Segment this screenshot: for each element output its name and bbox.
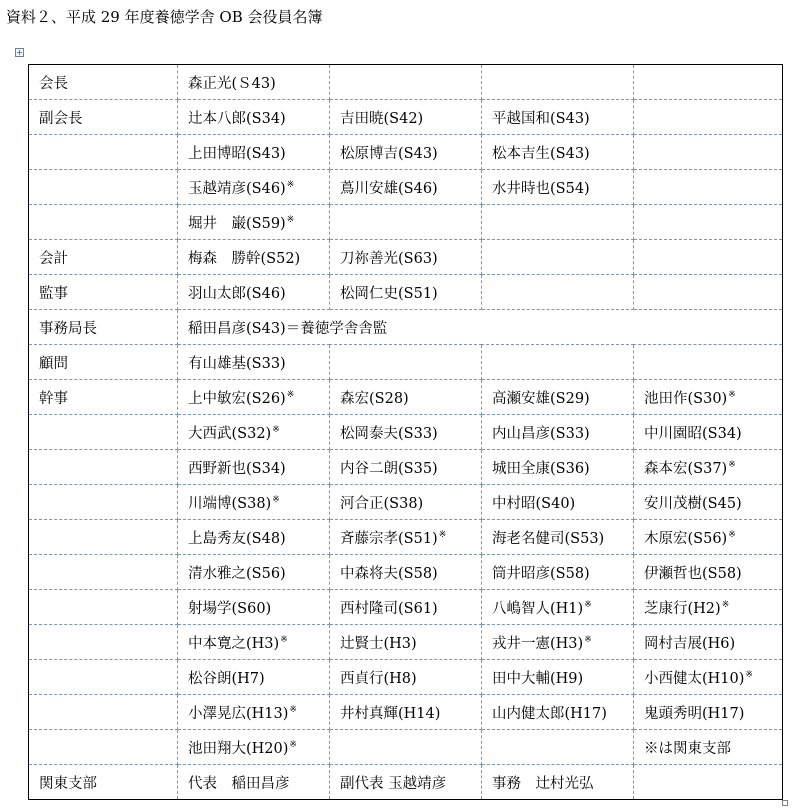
name-cell: [330, 380, 482, 415]
kanto-branch-mark: ※: [280, 634, 288, 645]
role-cell: [29, 450, 178, 485]
name-cell: [634, 170, 783, 205]
name-cell: [330, 520, 482, 555]
table-row: [29, 590, 783, 625]
table-row: [29, 100, 783, 135]
member-name: 刀祢善光(S63): [340, 250, 438, 267]
name-cell: [178, 380, 330, 415]
name-cell: [482, 695, 634, 730]
name-cell: [178, 345, 330, 380]
name-cell: [634, 590, 783, 625]
name-cell: [634, 765, 783, 800]
name-cell: [178, 625, 330, 660]
name-cell: [482, 65, 634, 100]
kanto-branch-mark: ※: [728, 529, 736, 540]
member-name: 上島秀友(S48): [188, 530, 286, 547]
member-name: 射場学(S60): [188, 600, 272, 617]
table-row: [29, 170, 783, 205]
member-name: 安川茂樹(S45): [644, 495, 742, 512]
member-name: 戎井一憲(H3): [492, 635, 584, 652]
role-cell: [29, 695, 178, 730]
name-cell: [330, 345, 482, 380]
table-row: [29, 765, 783, 800]
name-cell: [634, 65, 783, 100]
role-cell: 副会長: [29, 100, 178, 135]
kanto-branch-mark: ※: [289, 739, 297, 750]
role-cell: 会長: [29, 65, 178, 100]
name-cell: [482, 240, 634, 275]
role-cell: [29, 590, 178, 625]
name-cell: 稲田昌彦(S43)＝養徳学舎舎監: [178, 310, 783, 345]
table-resize-handle[interactable]: [782, 800, 788, 806]
table-row: [29, 730, 783, 765]
table-row: [29, 415, 783, 450]
member-name: 松岡泰夫(S33): [340, 425, 438, 442]
name-cell: [330, 275, 482, 310]
name-cell: [634, 730, 783, 765]
name-cell: [634, 520, 783, 555]
member-name: 岡村吉展(H6): [644, 635, 736, 652]
kanto-branch-mark: ※: [286, 389, 295, 400]
member-name: 西村隆司(S61): [340, 600, 438, 617]
name-cell: [178, 135, 330, 170]
member-name: 筒井昭彦(S58): [492, 565, 590, 582]
member-name: 井村真輝(H14): [340, 705, 441, 722]
name-cell: [178, 730, 330, 765]
table-move-handle-icon[interactable]: [15, 48, 24, 57]
name-cell: [634, 450, 783, 485]
member-name: 田中大輔(H9): [492, 670, 584, 687]
table-row: [29, 485, 783, 520]
role-cell: [29, 660, 178, 695]
roster-body: [29, 65, 783, 800]
member-name: 池田作(S30): [644, 390, 728, 407]
name-cell: [634, 205, 783, 240]
kanto-branch-mark: ※: [584, 634, 592, 645]
name-cell: [330, 660, 482, 695]
member-name: 玉越靖彦(S46): [188, 180, 286, 197]
role-cell: 幹事: [29, 380, 178, 415]
name-cell: [482, 345, 634, 380]
name-cell: [330, 450, 482, 485]
table-row: [29, 695, 783, 730]
name-cell: [330, 100, 482, 135]
member-name: 副代表 玉越靖彦: [340, 775, 447, 792]
role-cell: 関東支部: [29, 765, 178, 800]
name-cell: [482, 625, 634, 660]
name-cell: [482, 485, 634, 520]
name-cell: [634, 135, 783, 170]
role-cell: [29, 625, 178, 660]
name-cell: [634, 485, 783, 520]
kanto-branch-mark: ※: [584, 599, 592, 610]
table-row: [29, 380, 783, 415]
member-name: 内谷二朗(S35): [340, 460, 438, 477]
member-name: 川端博(S38): [188, 495, 272, 512]
member-name: ※は関東支部: [644, 740, 731, 757]
member-name: 高瀬安雄(S29): [492, 390, 590, 407]
table-row: [29, 65, 783, 100]
role-cell: 事務局長: [29, 310, 178, 345]
kanto-branch-mark: ※: [286, 214, 295, 225]
member-name: 羽山太郎(S46): [188, 285, 286, 302]
name-cell: [178, 590, 330, 625]
member-name: 中村昭(S40): [492, 495, 576, 512]
name-cell: [634, 695, 783, 730]
member-name: 辻本八郎(S34): [188, 110, 286, 127]
name-cell: [330, 695, 482, 730]
role-cell: 顧問: [29, 345, 178, 380]
name-cell: [330, 415, 482, 450]
table-row: [29, 310, 783, 345]
name-cell: [330, 730, 482, 765]
name-cell: [482, 275, 634, 310]
member-name: 有山雄基(S33): [188, 355, 286, 372]
role-cell: [29, 205, 178, 240]
member-name: 梅森 勝幹(S52): [188, 250, 301, 267]
name-cell: [330, 240, 482, 275]
member-name: 鬼頭秀明(H17): [644, 705, 745, 722]
member-name: 松谷朗(H7): [188, 670, 265, 687]
member-name: 森本宏(S37): [644, 460, 728, 477]
role-cell: [29, 485, 178, 520]
name-cell: [330, 590, 482, 625]
kanto-branch-mark: ※: [438, 529, 447, 540]
member-name: 山内健太郎(H17): [492, 705, 607, 722]
name-cell: [178, 450, 330, 485]
name-cell: [482, 135, 634, 170]
table-row: [29, 555, 783, 590]
name-cell: [178, 520, 330, 555]
member-name: 木原宏(S56): [644, 530, 728, 547]
role-cell: [29, 415, 178, 450]
member-name: 上田博昭(S43): [188, 145, 286, 162]
name-cell: [178, 415, 330, 450]
table-row: [29, 135, 783, 170]
kanto-branch-mark: ※: [728, 459, 736, 470]
name-cell: [634, 660, 783, 695]
name-cell: [482, 660, 634, 695]
name-cell: [634, 240, 783, 275]
name-cell: [482, 730, 634, 765]
role-cell: 会計: [29, 240, 178, 275]
name-cell: [482, 170, 634, 205]
member-name: 森宏(S28): [340, 390, 409, 407]
name-cell: [482, 520, 634, 555]
name-cell: [634, 380, 783, 415]
name-cell: [482, 765, 634, 800]
table-row: [29, 205, 783, 240]
name-cell: [178, 660, 330, 695]
member-name: 中森将夫(S58): [340, 565, 438, 582]
role-cell: [29, 135, 178, 170]
name-cell: [330, 485, 482, 520]
member-name: 上中敏宏(S26): [188, 390, 286, 407]
name-cell: [178, 100, 330, 135]
table-row: [29, 660, 783, 695]
member-name: 吉田暁(S42): [340, 110, 424, 127]
table-row: [29, 625, 783, 660]
member-name: 辻賢士(H3): [340, 635, 417, 652]
name-cell: [634, 555, 783, 590]
member-name: 小西健太(H10): [644, 670, 745, 687]
member-name: 芝康行(H2): [644, 600, 721, 617]
name-cell: [178, 170, 330, 205]
name-cell: [482, 415, 634, 450]
member-name: 河合正(S38): [340, 495, 424, 512]
name-cell: [330, 170, 482, 205]
member-name: 内山昌彦(S33): [492, 425, 590, 442]
name-cell: [482, 380, 634, 415]
member-name: 松岡仁史(S51): [340, 285, 438, 302]
member-name: 八嶋智人(H1): [492, 600, 584, 617]
name-cell: [178, 765, 330, 800]
member-name: 水井時也(S54): [492, 180, 590, 197]
name-cell: [178, 65, 330, 100]
name-cell: [330, 765, 482, 800]
name-cell: [634, 100, 783, 135]
name-cell: [178, 555, 330, 590]
member-name: 事務 辻村光弘: [492, 775, 594, 792]
table-row: [29, 520, 783, 555]
name-cell: [178, 240, 330, 275]
table-row: [29, 275, 783, 310]
name-cell: [330, 555, 482, 590]
name-cell: [634, 625, 783, 660]
name-cell: [178, 275, 330, 310]
table-row: [29, 450, 783, 485]
table-row: [29, 345, 783, 380]
member-name: 平越国和(S43): [492, 110, 590, 127]
name-cell: [178, 485, 330, 520]
name-cell: [178, 205, 330, 240]
member-name: 斉藤宗孝(S51): [340, 530, 438, 547]
name-cell: [330, 625, 482, 660]
member-name: 西野新也(S34): [188, 460, 286, 477]
member-name: 清水雅之(S56): [188, 565, 286, 582]
name-cell: [330, 135, 482, 170]
kanto-branch-mark: ※: [721, 599, 730, 610]
member-name: 池田翔大(H20): [188, 740, 289, 757]
member-name: 小澤晃広(H13): [188, 705, 289, 722]
kanto-branch-mark: ※: [272, 494, 280, 505]
member-name: 伊瀬哲也(S58): [644, 565, 742, 582]
member-name: 大西武(S32): [188, 425, 272, 442]
member-name: 蔦川安雄(S46): [340, 180, 438, 197]
role-cell: [29, 730, 178, 765]
name-cell: [330, 65, 482, 100]
member-name: 城田全康(S36): [492, 460, 590, 477]
member-name: 松本吉生(S43): [492, 145, 590, 162]
role-cell: [29, 555, 178, 590]
table-row: [29, 240, 783, 275]
name-cell: [482, 590, 634, 625]
member-name: 中川園昭(S34): [644, 425, 742, 442]
name-cell: [482, 100, 634, 135]
document-title: 資料２、平成 29 年度養徳学舎 OB 会役員名簿: [6, 8, 323, 26]
kanto-branch-mark: ※: [728, 389, 736, 400]
member-name: 海老名健司(S53): [492, 530, 605, 547]
name-cell: [482, 555, 634, 590]
member-name: 堀井 巌(S59): [188, 215, 286, 232]
kanto-branch-mark: ※: [286, 179, 295, 190]
name-cell: [634, 415, 783, 450]
name-cell: [482, 205, 634, 240]
kanto-branch-mark: ※: [272, 424, 280, 435]
role-cell: [29, 170, 178, 205]
name-cell: [634, 275, 783, 310]
member-name: 森正光(Ｓ43): [188, 75, 276, 92]
role-cell: 監事: [29, 275, 178, 310]
member-name: 中本寛之(H3): [188, 635, 280, 652]
member-name: 松原博吉(S43): [340, 145, 438, 162]
name-cell: [330, 205, 482, 240]
member-name: 西貞行(H8): [340, 670, 417, 687]
name-cell: [482, 450, 634, 485]
name-cell: [634, 345, 783, 380]
officer-roster-table: [28, 64, 783, 800]
kanto-branch-mark: ※: [289, 704, 297, 715]
name-cell: [178, 695, 330, 730]
member-name: 代表 稲田昌彦: [188, 775, 290, 792]
role-cell: [29, 520, 178, 555]
kanto-branch-mark: ※: [745, 669, 753, 680]
